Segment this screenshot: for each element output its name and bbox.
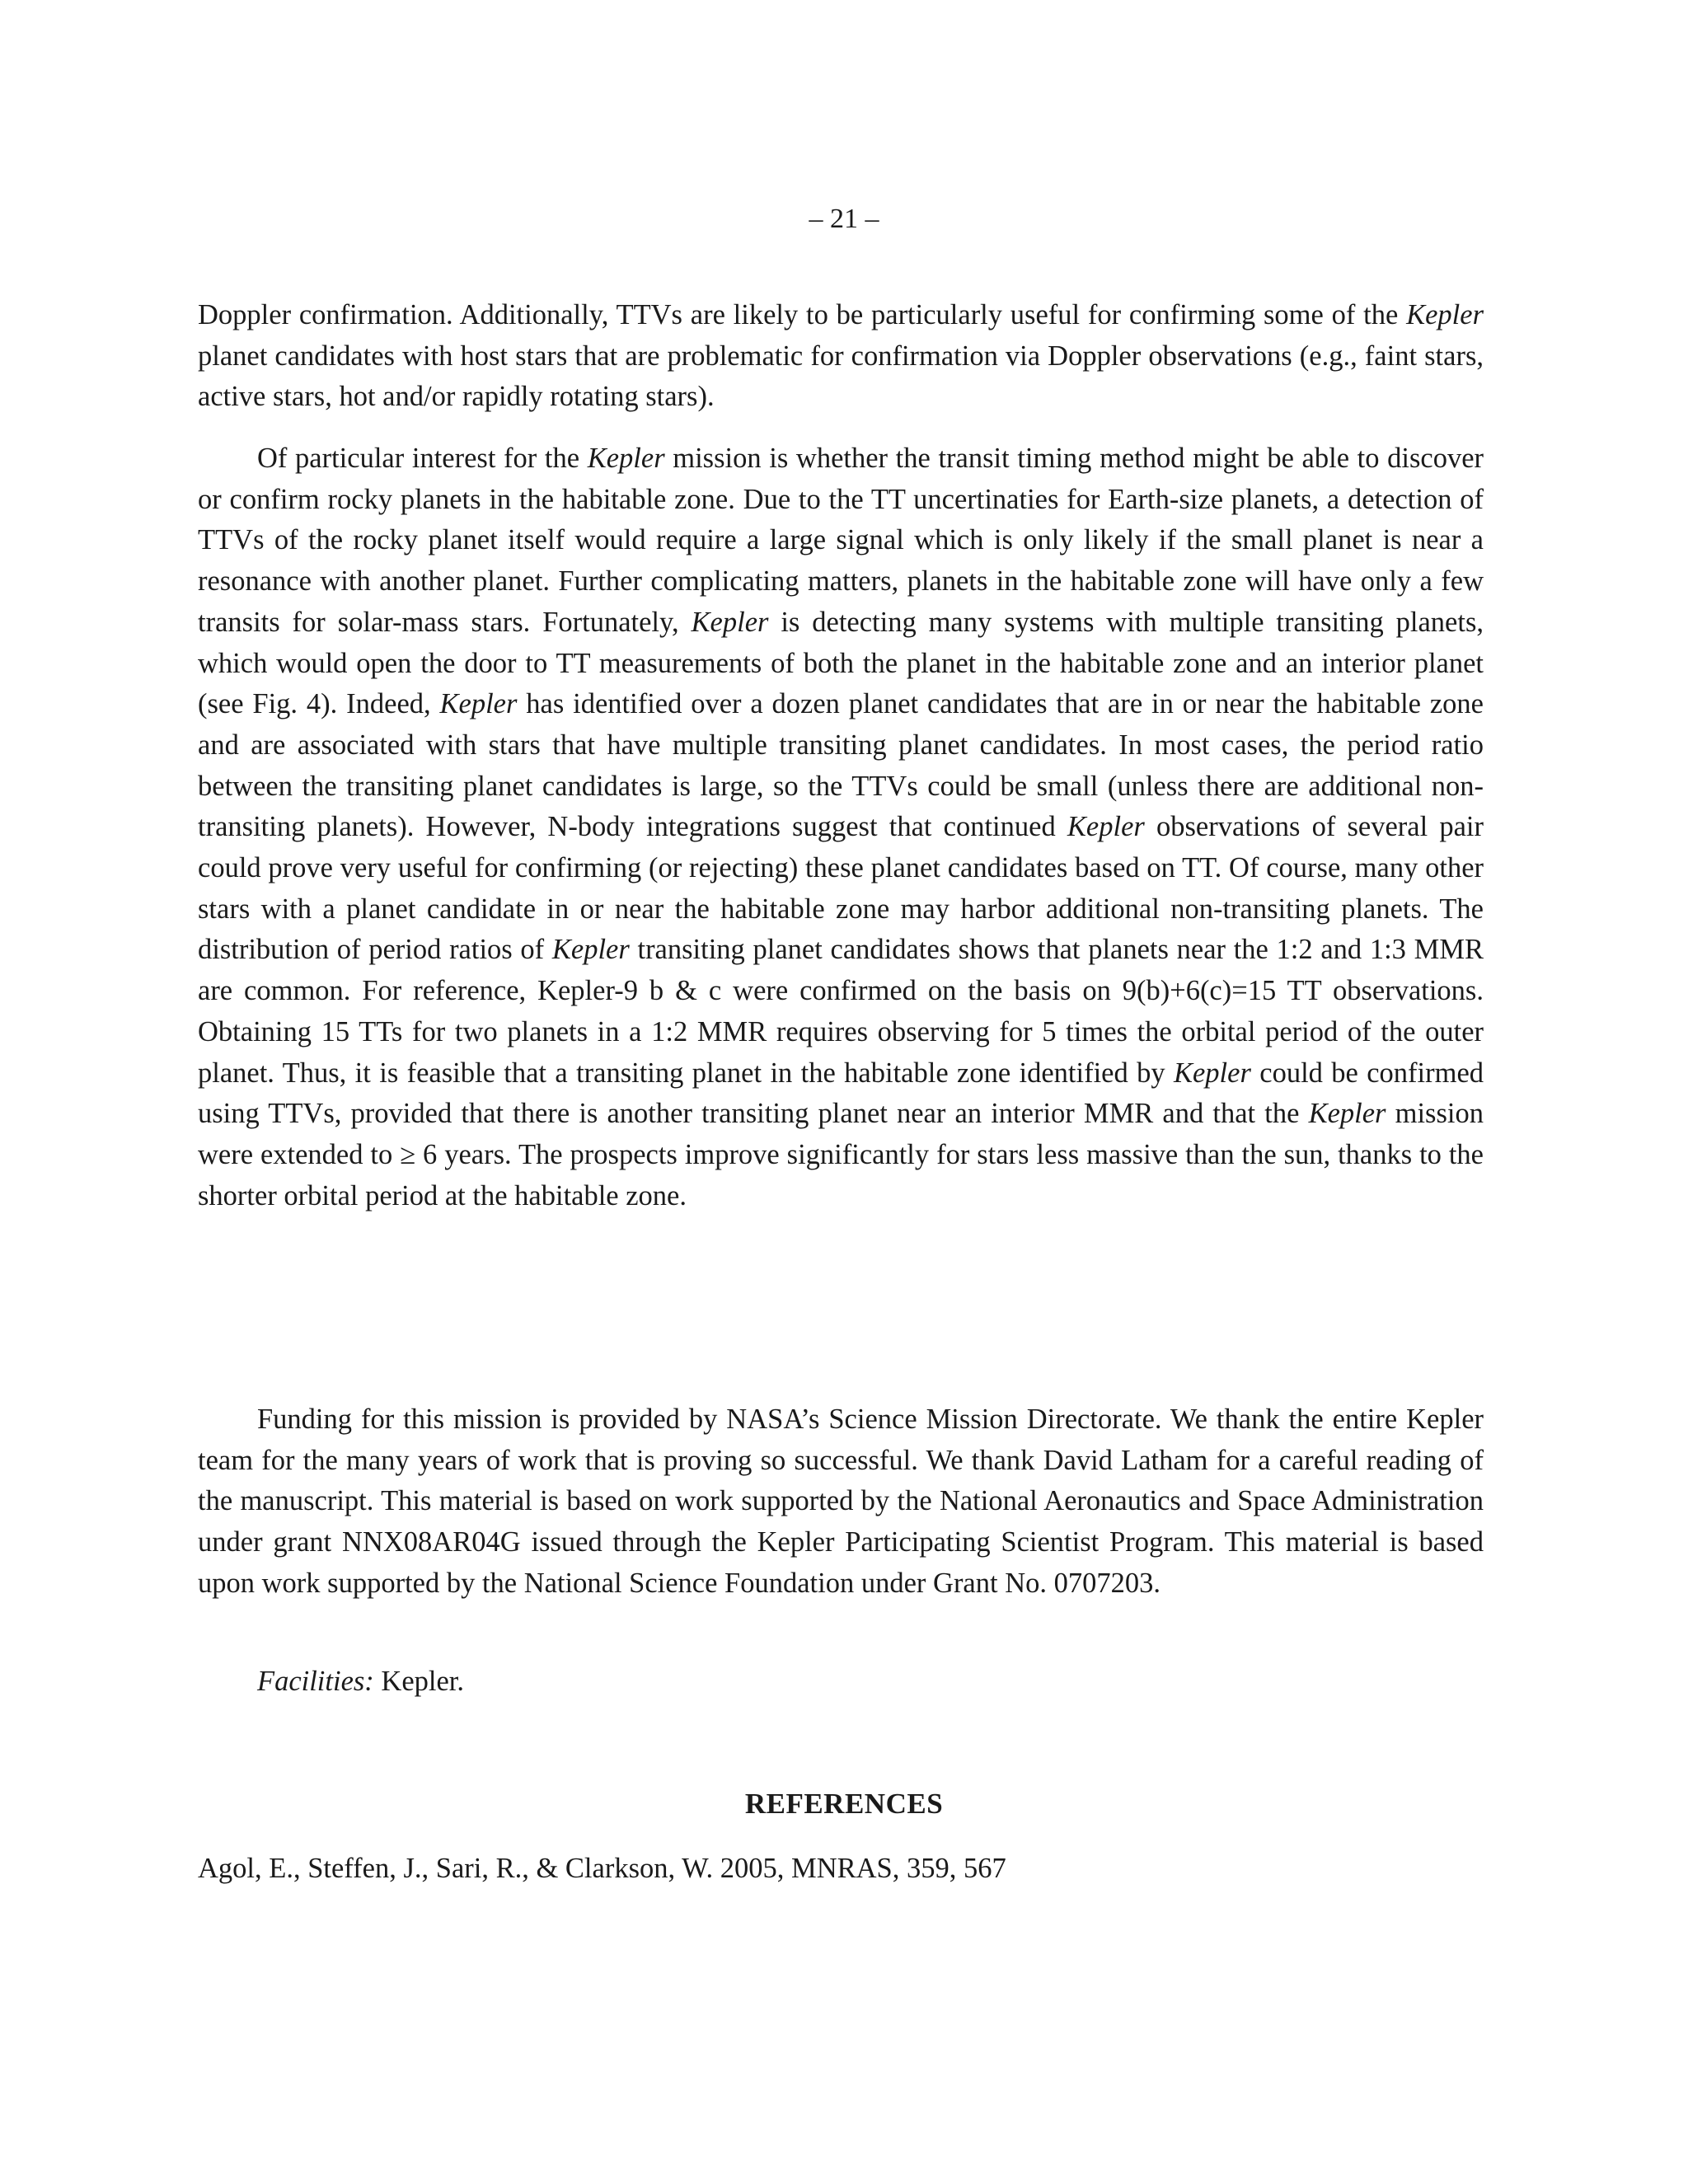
text-run: observations of several pair could prove very useful for confirming (or rejecting) these planet candidates based on TT. Of course, many other stars with a planet candidate in or near the habitable zone may harbor additional non-transiting planets. The distribution of period ratios of [198, 811, 1484, 966]
paragraph-2-text [198, 438, 1484, 1216]
text-run: Of particular interest for the [257, 443, 588, 474]
text-run: planet candidates with host stars that are problematic for confirmation via Doppler observations (e.g., faint stars, active stars, hot and/or rapidly rotating stars). [198, 340, 1484, 413]
acknowledgements-text: Funding for this mission is provided by NASA’s Science Mission Directorate. We thank the entire Kepler team for the many years of work that is proving so successful. We thank David Latham for a careful reading of the manuscript. This material is based on work supported by the National Aeronautics and Space Administration under grant NNX08AR04G issued through the Kepler Participating Scientist Program. This material is based upon work supported by the National Science Foundation under Grant No. 0707203. [198, 1404, 1484, 1599]
kepler-italic: Kepler [439, 688, 518, 720]
text-run: is detecting many systems with multiple transiting planets, which would open the door to TT measurements of both the planet in the habitable zone and an interior planet (see Fig. 4). Indeed, [198, 606, 1484, 720]
text-run: has identified over a dozen planet candidates that are in or near the habitable zone and are associated with stars that have multiple transiting planet candidates. In most cases, the period ratio between the transiting planet candidates is large, so the TTVs could be small (unless there are additional non-transiting planets). However, N-body integrations suggest that continued [198, 688, 1484, 843]
kepler-italic: Kepler [1308, 1098, 1386, 1130]
text-run: mission is whether the transit timing method might be able to discover or confirm rocky planets in the habitable zone. Due to the TT uncertinaties for Earth-size planets, a detection of TTVs of the rocky planet itself would require a large signal which is only likely if the small planet is near a resonance with another planet. Further complicating matters, planets in the habitable zone will have only a few transits for solar-mass stars. Fortunately, [198, 443, 1484, 638]
kepler-italic: Kepler [691, 606, 769, 638]
facilities-label: Facilities: [257, 1666, 374, 1697]
facilities [198, 1661, 1484, 1703]
kepler-italic: Kepler [1067, 811, 1145, 843]
kepler-italic: Kepler [551, 934, 630, 966]
kepler-italic: Kepler [587, 443, 665, 474]
paragraph-continuation [198, 295, 1484, 418]
paragraph-habitable-zone [198, 438, 1484, 1216]
page-number: – 21 – [809, 204, 879, 234]
text-run: Doppler confirmation. Additionally, TTVs are likely to be particularly useful for confirming some of the [198, 299, 1407, 330]
references-heading: REFERENCES [744, 1788, 944, 1820]
text-run: mission were extended to ≥ 6 years. The prospects improve significantly for stars less massive than the sun, thanks to the shorter orbital period at the habitable zone. [198, 1098, 1484, 1212]
text-run: transiting planet candidates shows that planets near the 1:2 and 1:3 MMR are common. For reference, Kepler-9 b & c were confirmed on the basis on 9(b)+6(c)=15 TT observations. Obtaining 15 TTs for two planets in a 1:2 MMR requires observing for 5 times the orbital period of the outer planet. Thus, it is feasible that a transiting planet in the habitable zone identified by [198, 934, 1484, 1089]
text-run: could be confirmed using TTVs, provided that there is another transiting planet near an interior MMR and that the [198, 1057, 1484, 1130]
reference-entry: Agol, E., Steffen, J., Sari, R., & Clarkson, W. 2005, MNRAS, 359, 567 [198, 1853, 1006, 1884]
facilities-value: Kepler. [373, 1666, 465, 1697]
facilities-text [198, 1661, 1484, 1703]
kepler-italic: Kepler [1173, 1057, 1251, 1089]
paragraph-1-text [198, 295, 1484, 418]
kepler-italic: Kepler [1406, 299, 1484, 330]
acknowledgements [198, 1399, 1484, 1605]
